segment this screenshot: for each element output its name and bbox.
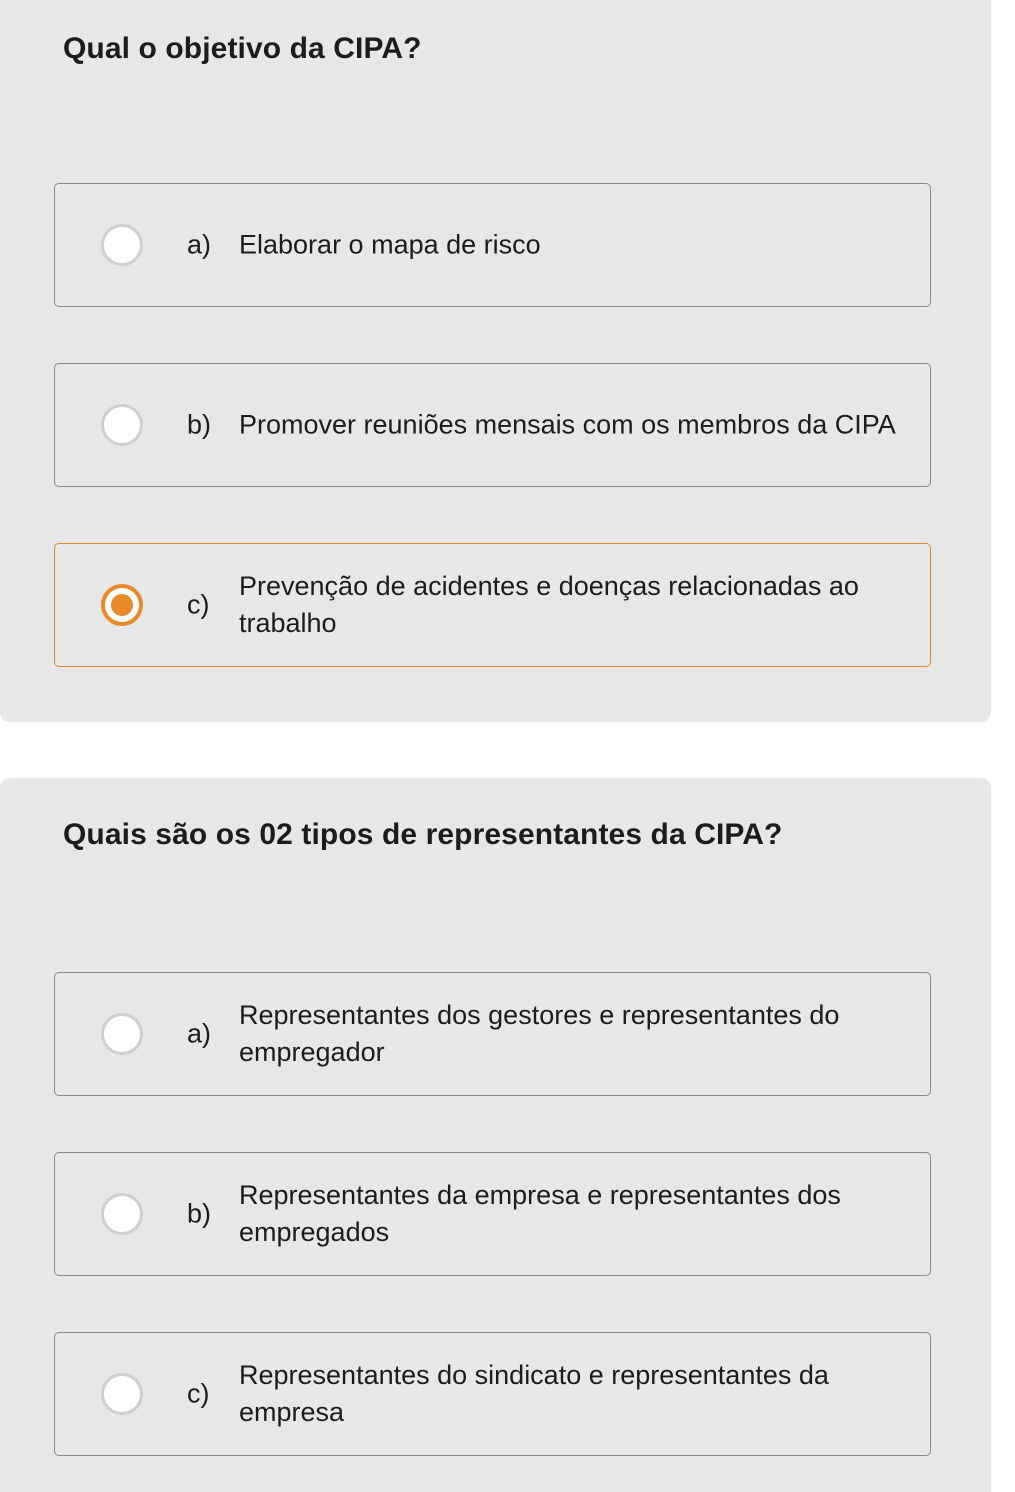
- option-text: Elaborar o mapa de risco: [239, 229, 541, 260]
- option-a[interactable]: [54, 183, 931, 307]
- question-card-2: [0, 778, 991, 1492]
- radio-button[interactable]: [101, 1193, 143, 1235]
- option-letter: b): [187, 409, 212, 440]
- option-text: Promover reuniões mensais com os membros da CIPA: [239, 409, 896, 440]
- question-title: Quais são os 02 tipos de representantes da CIPA?: [63, 818, 783, 851]
- option-b[interactable]: [54, 363, 931, 487]
- radio-button[interactable]: [101, 1013, 143, 1055]
- option-b[interactable]: [54, 1152, 931, 1276]
- option-c[interactable]: [54, 1332, 931, 1456]
- option-letter: c): [187, 1378, 210, 1409]
- option-letter: a): [187, 1018, 212, 1049]
- radio-button-selected[interactable]: [101, 584, 143, 626]
- option-letter: c): [187, 589, 210, 620]
- question-title: Qual o objetivo da CIPA?: [63, 32, 422, 65]
- radio-button[interactable]: [101, 404, 143, 446]
- option-text: Prevenção de acidentes e doenças relacionadas ao trabalho: [239, 571, 859, 638]
- option-text: Representantes do sindicato e representantes da empresa: [239, 1360, 829, 1427]
- option-a[interactable]: [54, 972, 931, 1096]
- option-text: Representantes dos gestores e representantes do empregador: [239, 1000, 840, 1067]
- radio-button[interactable]: [101, 1373, 143, 1415]
- question-card-1: [0, 0, 991, 722]
- option-c[interactable]: [54, 543, 931, 667]
- radio-button[interactable]: [101, 224, 143, 266]
- option-letter: a): [187, 229, 212, 260]
- option-text: Representantes da empresa e representantes dos empregados: [239, 1180, 841, 1247]
- option-letter: b): [187, 1198, 212, 1229]
